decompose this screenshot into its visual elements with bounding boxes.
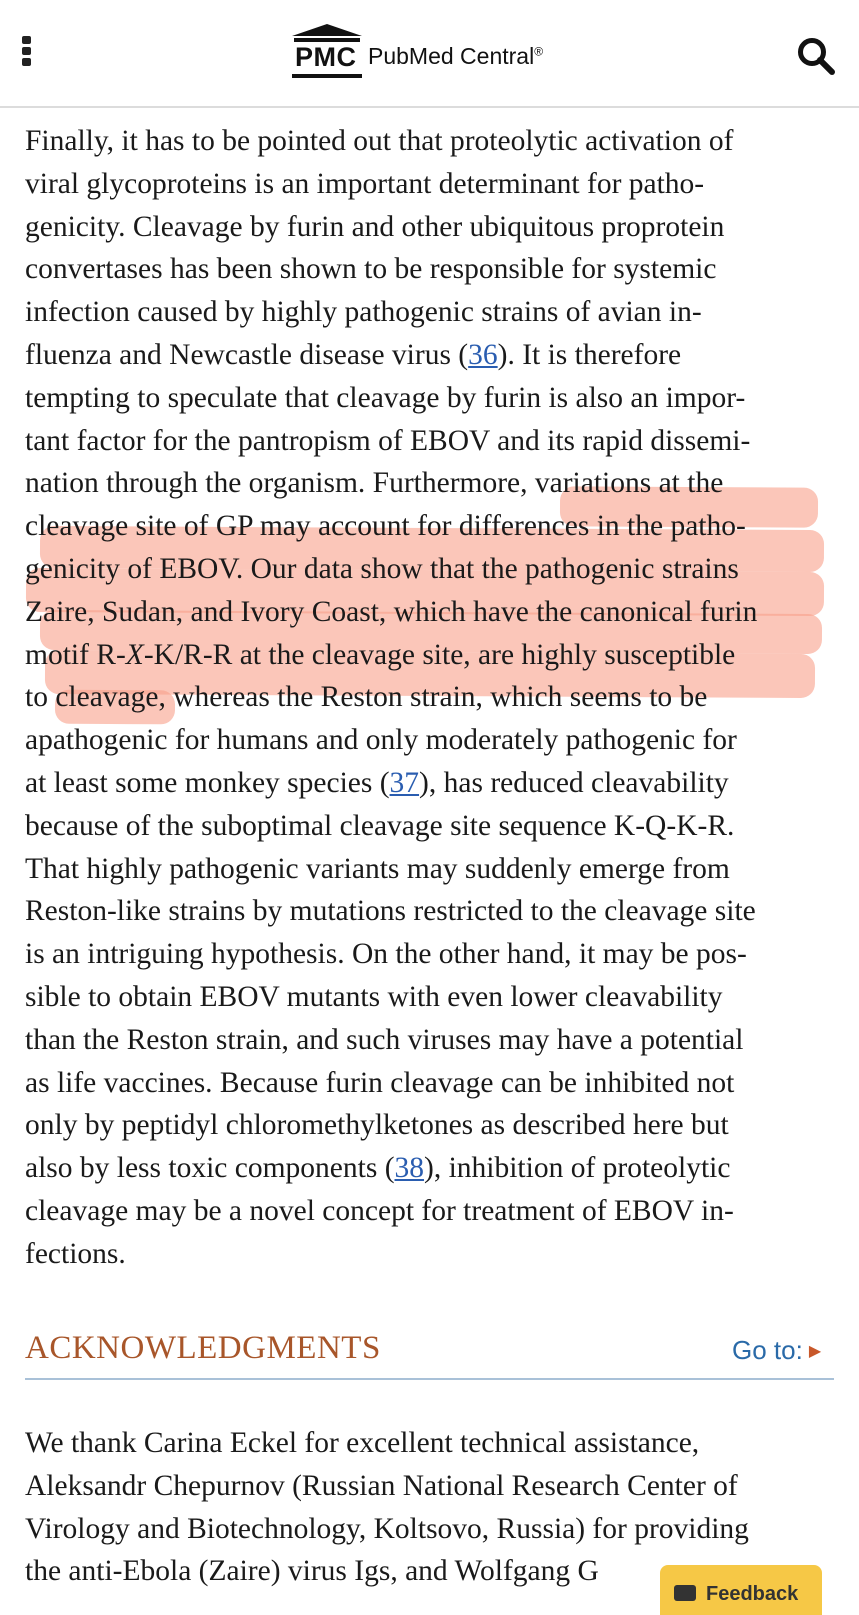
triangle-right-icon: ▶ (808, 1343, 822, 1360)
text-segment: ). It is therefore (497, 338, 682, 371)
text-segment: ), has reduced cleavability (419, 766, 729, 799)
text-line: than the Reston strain, and such viruses may have a potential (25, 1023, 744, 1056)
text-line: genicity of EBOV. Our data show that the pathogenic strains (25, 552, 739, 585)
text-segment: at least some monkey species ( (25, 766, 390, 799)
discussion-paragraph (25, 120, 840, 1276)
text-line: That highly pathogenic variants may suddenly emerge from (25, 852, 730, 885)
text-line: genicity. Cleavage by furin and other ubiquitous proprotein (25, 210, 725, 243)
italic-text: X (125, 638, 144, 671)
text-line: tempting to speculate that cleavage by furin is also an impor- (25, 381, 746, 414)
text-line: infection caused by highly pathogenic strains of avian in- (25, 296, 702, 329)
text-line (25, 1147, 840, 1190)
pmc-logo-mark: PMC (292, 24, 362, 78)
text-line: Aleksandr Chepurnov (Russian National Research Center of (25, 1469, 738, 1502)
text-line: convertases has been shown to be responsible for systemic (25, 253, 717, 286)
feedback-icon (674, 1585, 696, 1601)
text-segment: also by less toxic components ( (25, 1152, 395, 1185)
text-line: Reston-like strains by mutations restricted to the cleavage site (25, 895, 756, 928)
text-line: only by peptidyl chloromethylketones as described here but (25, 1109, 729, 1142)
text-line: sible to obtain EBOV mutants with even lower cleavability (25, 980, 723, 1013)
section-divider (25, 1378, 834, 1380)
text-line: is an intriguing hypothesis. On the other hand, it may be pos- (25, 938, 747, 971)
text-line: Zaire, Sudan, and Ivory Coast, which have the canonical furin (25, 595, 758, 628)
text-line: nation through the organism. Furthermore, variations at the (25, 467, 724, 500)
text-line: cleavage may be a novel concept for treatment of EBOV in- (25, 1194, 734, 1227)
feedback-button[interactable]: Feedback (660, 1565, 822, 1615)
text-line: fections. (25, 1237, 126, 1270)
text-line: viral glycoproteins is an important determinant for patho- (25, 167, 705, 200)
text-line: because of the suboptimal cleavage site sequence K-Q-K-R. (25, 809, 735, 842)
citation-link[interactable]: 38 (394, 1152, 425, 1185)
citation-link[interactable]: 37 (389, 766, 420, 799)
text-line: the anti-Ebola (Zaire) virus Igs, and Wolfgang G (25, 1555, 599, 1588)
text-line: apathogenic for humans and only moderately pathogenic for (25, 724, 737, 757)
text-line: Virology and Biotechnology, Koltsovo, Russia) for providing (25, 1512, 749, 1545)
text-line (25, 334, 840, 377)
pmc-logo[interactable] (292, 22, 543, 78)
text-line: to cleavage, whereas the Reston strain, which seems to be (25, 681, 708, 714)
app-header (0, 0, 859, 108)
text-line (25, 634, 840, 677)
goto-link[interactable]: Go to: ▶ (732, 1335, 822, 1365)
pmc-logo-text: PubMed Central® (368, 43, 544, 69)
section-heading-acknowledgments: ACKNOWLEDGMENTS (25, 1330, 381, 1366)
text-line: Finally, it has to be pointed out that proteolytic activation of (25, 125, 734, 157)
search-icon[interactable] (796, 36, 836, 76)
text-line: as life vaccines. Because furin cleavage can be inhibited not (25, 1066, 735, 1099)
text-line: tant factor for the pantropism of EBOV and its rapid dissemi- (25, 424, 751, 457)
text-line (25, 762, 840, 805)
more-vertical-icon[interactable] (22, 36, 32, 66)
text-line: cleavage site of GP may account for differences in the patho- (25, 510, 746, 543)
text-segment: motif R- (25, 638, 126, 671)
text-line: We thank Carina Eckel for excellent technical assistance, (25, 1427, 700, 1459)
text-segment: fluenza and Newcastle disease virus ( (25, 338, 469, 371)
citation-link[interactable]: 36 (468, 338, 498, 371)
text-segment: -K/R-R at the cleavage site, are highly susceptible (143, 638, 736, 671)
text-segment: ), inhibition of proteolytic (424, 1152, 731, 1185)
